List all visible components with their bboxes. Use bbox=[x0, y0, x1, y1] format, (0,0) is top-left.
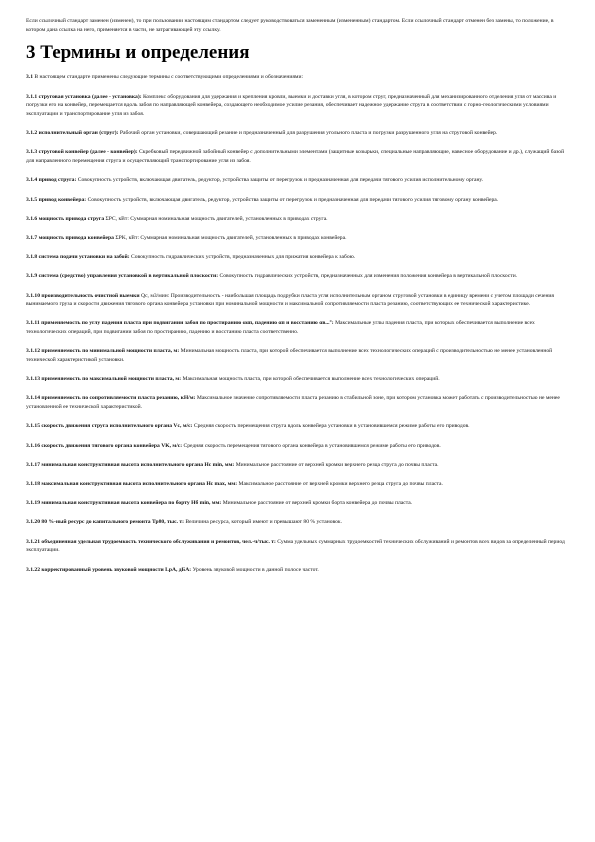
term-definition: Минимальная мощность пласта, при которой обеспечивается выполнение всех технологических операций с производительностью не менее установленной технической характеристикой установки. bbox=[26, 348, 553, 364]
term-definition: В настоящем стандарте применены следующие термины с соответствующими определениями и обозначениями: bbox=[34, 74, 303, 81]
term-definition: Максимальное расстояние от верхней кромки верхнего резца струга до почвы пласта. bbox=[238, 480, 443, 487]
term-number: 3.1.5 bbox=[26, 196, 38, 203]
term-entry bbox=[26, 93, 569, 119]
term-number: 3.1.19 bbox=[26, 500, 40, 507]
terms-list bbox=[26, 73, 569, 574]
term-number: 3.1.14 bbox=[26, 395, 40, 402]
term-name: максимальная конструктивная высота исполнительного органа Hc max, мм: bbox=[41, 480, 238, 487]
term-number: 3.1.6 bbox=[26, 215, 38, 222]
term-number: 3.1.17 bbox=[26, 461, 40, 468]
term-entry bbox=[26, 253, 569, 262]
term-entry bbox=[26, 499, 569, 508]
term-number: 3.1.20 bbox=[26, 519, 40, 526]
term-number: 3.1.18 bbox=[26, 480, 40, 487]
term-entry bbox=[26, 538, 569, 555]
term-entry bbox=[26, 234, 569, 243]
term-definition: Совокупность гидравлических устройств, предназначенных для прижатия конвейера к забою. bbox=[130, 254, 356, 261]
term-definition: Комплекс оборудования для удержания и крепления кровли, выемки и доставки угля, в котором струг, предназначенный для механизированного отделения угля от массива и погрузки его на конвейер, перемещается вдоль забоя по направляющей конвейера, создающего необходимое усилие резания, обеспечивает надежное удержание струга в соответствии с горно-геологическими условиями эксплуатации и транспортирование угля из забоя. bbox=[26, 93, 557, 118]
term-number: 3.1.15 bbox=[26, 423, 40, 430]
term-entry bbox=[26, 442, 569, 451]
term-definition: Максимальное значение сопротивляемости пласта резанию в стабильной зоне, при котором установка может работать с производительностью не менее установленной ее технической характеристикой. bbox=[26, 395, 560, 411]
term-entry bbox=[26, 394, 569, 411]
term-definition: Совокупность устройств, включающая двигатель, редуктор, устройства защиты от перегрузок и предназначенная для передачи тягового усилия исполнительному органу. bbox=[77, 177, 484, 184]
term-number: 3.1.8 bbox=[26, 254, 38, 261]
term-number: 3.1.22 bbox=[26, 566, 40, 573]
term-name: применяемость по максимальной мощности пласта, м: bbox=[41, 376, 182, 383]
term-name: привод конвейера: bbox=[38, 196, 87, 203]
term-entry bbox=[26, 422, 569, 431]
term-name: производительность очистной выемки bbox=[41, 292, 140, 299]
term-number: 3.1.10 bbox=[26, 292, 40, 299]
term-name: применяемость по сопротивляемости пласта резанию, кН/м: bbox=[41, 395, 196, 402]
term-entry bbox=[26, 480, 569, 489]
term-definition: ΣPC, кВт: Суммарная номинальная мощность двигателей, установленных в приводах струга. bbox=[105, 215, 328, 222]
term-name: система (средство) управления установкой в вертикальной плоскости: bbox=[38, 273, 219, 280]
term-definition: Рабочий орган установки, совершающий резание и предназначенный для разрушения угольного пласта и погрузки разрушенного угля на струговой конвейер. bbox=[119, 130, 498, 137]
term-definition: Величина ресурса, который имеют и превышают 80 % установок. bbox=[185, 519, 343, 526]
term-entry bbox=[26, 461, 569, 470]
term-entry bbox=[26, 215, 569, 224]
term-definition: Скребковый передвижной забойный конвейер с дополнительными элементами (защитные козырьки, специальные направляющие, навесное оборудование и др.), служащий базой для направленного перемещения струга и осуществляющий транспортирование угля из забоя. bbox=[26, 149, 565, 165]
term-definition: Средняя скорость перемещения струга вдоль конвейера установки в установившемся режиме работы его приводов. bbox=[193, 423, 470, 430]
term-definition: Уровень звуковой мощности в данной полосе частот. bbox=[192, 566, 319, 573]
term-entry bbox=[26, 347, 569, 364]
term-entry bbox=[26, 375, 569, 384]
term-number: 3.1.1 bbox=[26, 93, 38, 100]
term-entry bbox=[26, 148, 569, 165]
term-definition: ΣPK, кВт: Суммарная номинальная мощность двигателей, установленных в приводах конвейера. bbox=[115, 234, 347, 241]
term-definition: Минимальное расстояние от верхней кромки борта конвейера до почвы пласта. bbox=[222, 500, 413, 507]
term-name: привод струга: bbox=[38, 177, 77, 184]
term-entry bbox=[26, 73, 569, 82]
term-number: 3.1.12 bbox=[26, 348, 40, 355]
term-name: система подачи установки на забой: bbox=[38, 254, 130, 261]
term-definition: Минимальное расстояние от верхней кромки верхнего резца струга до почвы пласта. bbox=[235, 461, 439, 468]
term-definition: Сумма удельных суммарных трудоемкостей технических обслуживаний и ремонтов всех видов за определенный период эксплуатации. bbox=[26, 538, 565, 554]
term-definition: Qc, м3/мин: Производительность - наибольшая площадь подрубки пласта угля исполнительным органом струговой установки в единицу времени с учетом площади сечения вынимаемого груза и скорости движения тягового органа конвейера установки при номинальной мощности и максимальной сопротивляемости пласта резанию, соответствующих ее технической характеристике. bbox=[26, 292, 555, 308]
term-number: 3.1.9 bbox=[26, 273, 38, 280]
term-name: объединенная удельная трудоемкость технического обслуживания и ремонтов, чел.-ч/тыс. т: bbox=[41, 538, 276, 545]
term-entry bbox=[26, 518, 569, 527]
term-number: 3.1.3 bbox=[26, 149, 38, 156]
term-number: 3.1.11 bbox=[26, 320, 40, 327]
term-name: скорость движения тягового органа конвейера VK, м/с: bbox=[41, 442, 183, 449]
term-number: 3.1.16 bbox=[26, 442, 40, 449]
term-entry bbox=[26, 292, 569, 309]
term-name: мощность привода конвейера bbox=[38, 234, 114, 241]
term-name: минимальная конструктивная высота конвейера по борту Hб min, мм: bbox=[41, 500, 222, 507]
term-definition: Средняя скорость перемещения тягового органа конвейера в установившемся режиме работы его приводов. bbox=[183, 442, 441, 449]
term-name: применяемость по минимальной мощности пласта, м: bbox=[41, 348, 180, 355]
term-entry bbox=[26, 319, 569, 336]
term-number: 3.1.4 bbox=[26, 177, 38, 184]
term-name: 80 %-ный ресурс до капитального ремонта Тр80, тыс. т: bbox=[41, 519, 185, 526]
term-name: исполнительный орган (струг): bbox=[38, 130, 119, 137]
term-entry bbox=[26, 566, 569, 575]
term-definition: Максимальные углы падения пласта, при которых обеспечивается выполнение всех технологических операций, при подвигании забоя по простиранию, падению и восстанию пласта соответственно. bbox=[26, 320, 535, 336]
term-entry bbox=[26, 176, 569, 185]
intro-paragraph: Если ссылочный стандарт заменен (изменен), то при пользовании настоящим стандартом следует руководствоваться замененным (измененным) стандартом. Если ссылочный стандарт отменен без замены, то положение, в котором дана ссылка на него, применяется в части, не затрагивающей эту ссылку. bbox=[26, 18, 554, 33]
term-name: минимальная конструктивная высота исполнительного органа Hc min, мм: bbox=[41, 461, 235, 468]
term-number: 3.1.13 bbox=[26, 376, 40, 383]
term-entry bbox=[26, 272, 569, 281]
term-number: 3.1.2 bbox=[26, 130, 38, 137]
term-entry bbox=[26, 129, 569, 138]
term-name: струговая установка (далее - установка): bbox=[38, 93, 142, 100]
term-name: мощность привода струга bbox=[38, 215, 105, 222]
term-definition: Максимальная мощность пласта, при которой обеспечивается выполнение всех технологических операций. bbox=[182, 376, 440, 383]
term-entry bbox=[26, 196, 569, 205]
term-definition: Совокупность устройств, включающая двигатель, редуктор, устройства защиты от перегрузок и предназначенная для передачи тягового усилия тяговому органу конвейера. bbox=[87, 196, 499, 203]
term-name: применяемость по углу падения пласта при подвигании забоя по простиранию ααп, падению αп и восстанию αв...°: bbox=[41, 320, 334, 327]
term-name: скорость движения струга исполнительного органа Vc, м/с: bbox=[41, 423, 193, 430]
section-heading: 3 Термины и определения bbox=[26, 42, 250, 64]
term-definition: Совокупность гидравлических устройств, предназначенных для изменения положения конвейера в вертикальной плоскости. bbox=[219, 273, 518, 280]
term-number: 3.1 bbox=[26, 74, 33, 81]
term-number: 3.1.7 bbox=[26, 234, 38, 241]
term-name: корректированный уровень звуковой мощности LpA, дБА: bbox=[41, 566, 192, 573]
term-number: 3.1.21 bbox=[26, 538, 40, 545]
term-name: струговой конвейер (далее - конвейер): bbox=[38, 149, 138, 156]
